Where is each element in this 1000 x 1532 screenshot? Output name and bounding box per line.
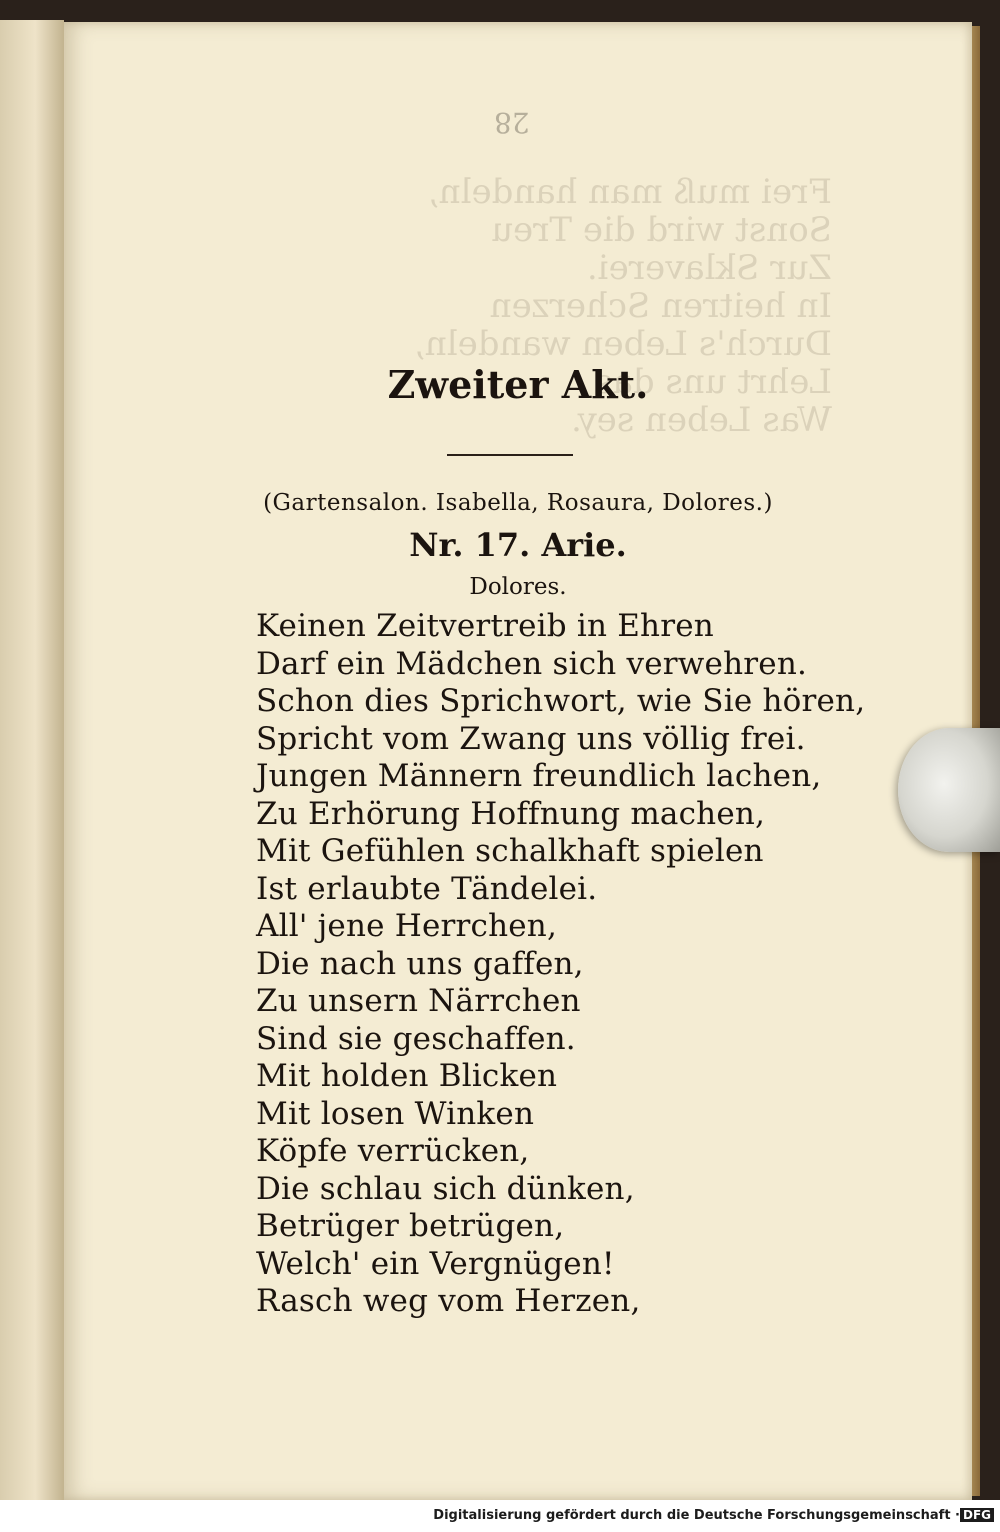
number-title: Nr. 17. Arie. [409, 526, 627, 564]
verse-line: Die nach uns gaffen, [256, 945, 584, 982]
magnifier-weight [898, 728, 1000, 852]
bleed-line: Zur Sklaverei. [586, 248, 832, 288]
verse-line: Sind sie geschaffen. [256, 1020, 576, 1057]
verse-line: Mit losen Winken [256, 1095, 535, 1132]
bleed-line: Frei muß man handeln, [427, 172, 832, 212]
left-page-edge [0, 20, 64, 1500]
verse-line: Darf ein Mädchen sich verwehren. [256, 645, 808, 682]
page-content [64, 22, 972, 1500]
footer-bar [0, 1500, 1000, 1532]
verse-line: Zu unsern Närrchen [256, 983, 581, 1019]
title-rule [447, 454, 573, 456]
bleed-line: Was Leben sey. [571, 400, 832, 440]
verse-line: Keinen Zeitvertreib in Ehren [256, 608, 714, 644]
bleed-line: Lehrt uns das [595, 362, 832, 402]
verse-line: Zu Erhörung Hoffnung machen, [256, 795, 766, 832]
speaker-name: Dolores. [469, 574, 567, 600]
verse-line: Betrüger betrügen, [256, 1208, 565, 1244]
verse-line: Die schlau sich dünken, [256, 1170, 635, 1207]
page-number: 28 [494, 106, 530, 139]
verse-line: Köpfe verrücken, [256, 1133, 530, 1169]
act-title: Zweiter Akt. [387, 362, 649, 407]
bleed-line: In heitren Scherzen [489, 286, 832, 326]
dfg-logo: DFG [960, 1508, 994, 1522]
verse-line: Mit Gefühlen schalkhaft spielen [256, 833, 764, 869]
verse-line: Welch' ein Vergnügen! [256, 1245, 615, 1282]
bleed-line: Durch's Leben wandeln, [414, 324, 832, 364]
verse-line: Rasch weg vom Herzen, [256, 1283, 641, 1319]
book-page [64, 22, 972, 1500]
scene-direction: (Gartensalon. Isabella, Rosaura, Dolores.) [263, 490, 773, 516]
verse-line: Spricht vom Zwang uns völlig frei. [256, 720, 806, 757]
verse-line: Ist erlaubte Tändelei. [256, 870, 598, 907]
verse-line: Schon dies Sprichwort, wie Sie hören, [256, 683, 866, 719]
funding-credit: Digitalisierung gefördert durch die Deutsche Forschungsgemeinschaft · [433, 1508, 960, 1523]
verse-line: Mit holden Blicken [256, 1058, 558, 1094]
verse-list [256, 608, 865, 1321]
verse-line: All' jene Herrchen, [256, 908, 558, 944]
verse-line: Jungen Männern freundlich lachen, [256, 758, 822, 794]
bleed-line: Sonst wird die Treu [491, 210, 832, 250]
